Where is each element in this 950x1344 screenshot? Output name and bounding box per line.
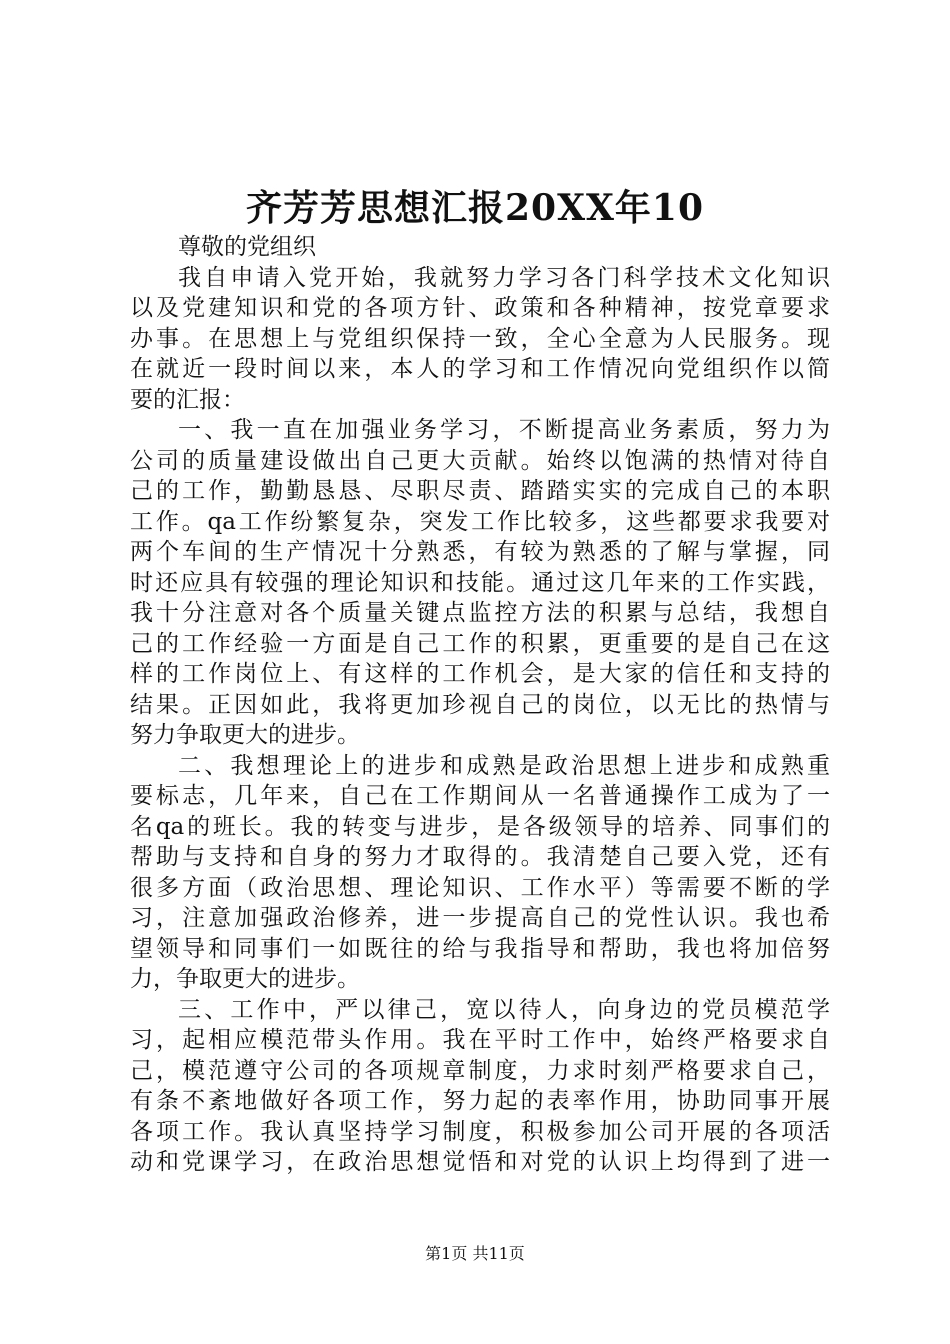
body-line: 努力争取更大的进步。	[130, 722, 360, 748]
body-line: 要标志，几年来，自己在工作期间从一名普通操作工成为了一	[130, 783, 830, 809]
body-line: 以及党建知识和党的各项方针、政策和各种精神，按党章要求	[130, 295, 830, 321]
body-line: 己的工作，勤勤恳恳、尽职尽责、踏踏实实的完成自己的本职	[130, 478, 830, 504]
body-line: 样的工作岗位上、有这样的工作机会，是大家的信任和支持的	[130, 661, 830, 687]
body-line: 各项工作。我认真坚持学习制度，积极参加公司开展的各项活	[130, 1118, 830, 1145]
document-title: 齐芳芳思想汇报20XX年10	[245, 187, 705, 229]
body-line: 尊敬的党组织	[178, 234, 316, 260]
body-line: 己，模范遵守公司的各项规章制度，力求时刻严格要求自己，	[130, 1057, 830, 1084]
body-line: 力，争取更大的进步。	[130, 966, 360, 992]
body-line: 在就近一段时间以来，本人的学习和工作情况向党组织作以简	[130, 356, 830, 382]
body-line: 很多方面（政治思想、理论知识、工作水平）等需要不断的学	[130, 874, 830, 901]
body-line: 结果。正因如此，我将更加珍视自己的岗位，以无比的热情与	[130, 691, 830, 718]
body-line: 公司的质量建设做出自己更大贡献。始终以饱满的热情对待自	[130, 447, 830, 474]
body-line: 三、工作中，严以律己，宽以待人，向身边的党员模范学	[178, 996, 830, 1023]
body-line: 己的工作经验一方面是自己工作的积累，更重要的是自己在这	[130, 630, 830, 657]
body-line: 一、我一直在加强业务学习，不断提高业务素质，努力为	[178, 417, 830, 443]
body-line: 我自申请入党开始，我就努力学习各门科学技术文化知识	[178, 264, 830, 291]
body-line: 习，注意加强政治修养，进一步提高自己的党性认识。我也希	[130, 905, 830, 931]
body-line: 两个车间的生产情况十分熟悉，有较为熟悉的了解与掌握，同	[130, 539, 830, 565]
body-line: 动和党课学习，在政治思想觉悟和对党的认识上均得到了进一	[130, 1149, 830, 1175]
body-line: 帮助与支持和自身的努力才取得的。我清楚自己要入党，还有	[130, 844, 830, 870]
body-line: 望领导和同事们一如既往的给与我指导和帮助，我也将加倍努	[130, 935, 830, 962]
body-line: 习，起相应模范带头作用。我在平时工作中，始终严格要求自	[130, 1027, 830, 1053]
page-footer: 第1页 共11页	[425, 1244, 525, 1263]
body-line: 我十分注意对各个质量关键点监控方法的积累与总结，我想自	[130, 600, 830, 626]
body-line: 要的汇报：	[130, 386, 245, 413]
body-line: 名qa的班长。我的转变与进步，是各级领导的培养、同事们的	[130, 813, 830, 840]
body-line: 办事。在思想上与党组织保持一致，全心全意为人民服务。现	[130, 325, 830, 352]
body-line: 时还应具有较强的理论知识和技能。通过这几年来的工作实践，	[130, 569, 830, 596]
body-line: 二、我想理论上的进步和成熟是政治思想上进步和成熟重	[178, 752, 830, 779]
body-line: 工作。qa工作纷繁复杂，突发工作比较多，这些都要求我要对	[130, 508, 830, 535]
body-line: 有条不紊地做好各项工作，努力起的表率作用，协助同事开展	[130, 1088, 830, 1114]
document-body	[130, 232, 830, 1178]
